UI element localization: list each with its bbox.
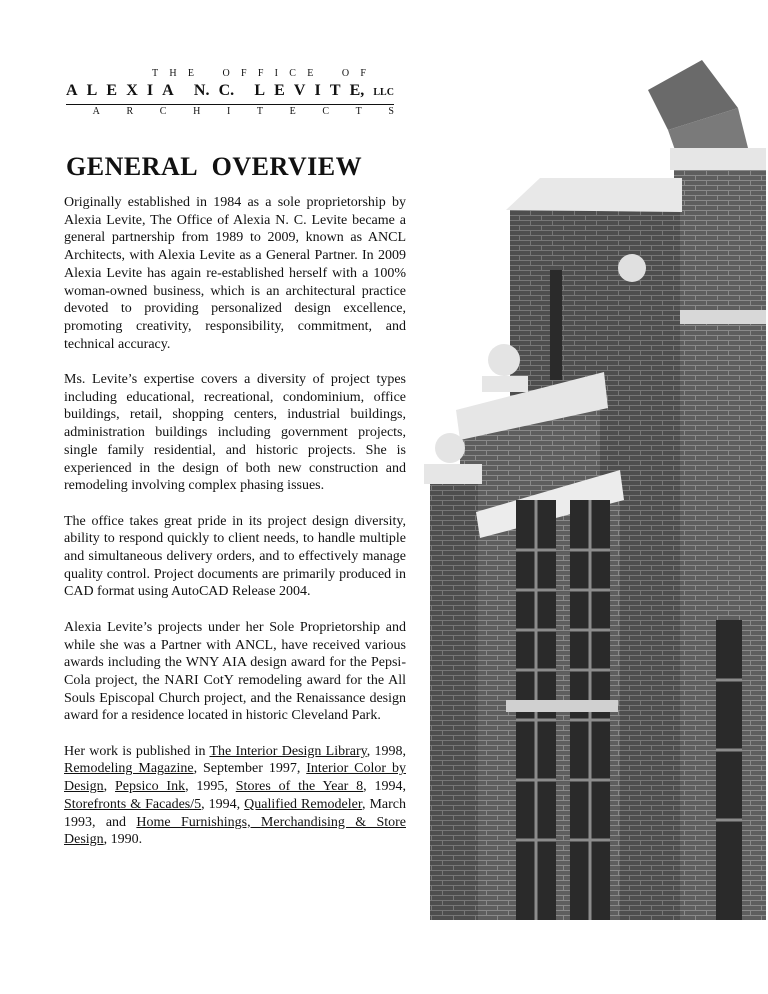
publication-title: Storefronts & Facades/5 bbox=[64, 796, 202, 812]
letter: N. bbox=[193, 82, 210, 99]
letter: T bbox=[256, 106, 264, 117]
publication-title: Interior Color by Design bbox=[64, 761, 407, 795]
stone-band bbox=[674, 310, 766, 324]
stone-cap bbox=[670, 148, 766, 170]
letter: I bbox=[226, 106, 231, 117]
letter: R bbox=[126, 106, 134, 117]
window bbox=[716, 620, 742, 920]
publication-title: The Interior Design Library bbox=[209, 743, 367, 759]
letter: O bbox=[222, 68, 230, 79]
letter: H bbox=[169, 68, 177, 79]
letter: A bbox=[66, 82, 78, 99]
letter: H bbox=[193, 106, 201, 117]
letter: F bbox=[360, 68, 366, 79]
stone-cap bbox=[424, 464, 482, 484]
ball-finial bbox=[435, 433, 465, 463]
brick-wall bbox=[430, 480, 478, 920]
firm-suffix: LLC bbox=[373, 87, 394, 98]
letter: I bbox=[146, 82, 154, 99]
letterhead-firm-name bbox=[66, 82, 394, 105]
body-text bbox=[64, 194, 406, 867]
letter: E bbox=[274, 82, 285, 99]
publication-title: Pepsico Ink bbox=[115, 779, 186, 795]
letter: E bbox=[187, 68, 194, 79]
paragraph-capabilities: The office takes great pride in its project design diversity, ability to respond quickly to client needs, to handle multiple and simultaneous delivery orders, and to effectively manage quality control. Project documents are primarily produced in CAD format using AutoCAD Release 2004. bbox=[64, 513, 406, 600]
window bbox=[550, 270, 562, 380]
letter: E bbox=[307, 68, 314, 79]
letter: I bbox=[274, 68, 279, 79]
letter: A bbox=[162, 82, 174, 99]
letter: C. bbox=[218, 82, 235, 99]
publication-title: Remodeling Magazine bbox=[64, 761, 194, 777]
paragraph-awards: Alexia Levite’s projects under her Sole Proprietorship and while she was a Partner with ANCL, have received various awards including the WNY AIA design award for the Pepsi-Cola project, the NARI CotY remodeling award for the All Souls Episcopal Church project, and the Renaissance design award for a residence located in historic Cleveland Park. bbox=[64, 619, 406, 724]
letter: O bbox=[341, 68, 350, 79]
letter: I bbox=[314, 82, 321, 99]
paragraph-history: Originally established in 1984 as a sole proprietorship by Alexia Levite, The Office of Alexia N. C. Levite became a general partnership from 1989 to 2009, known as ANCL Architects, with Alexia Levite as a General Partner. In 2009 Alexia Levite has again re-established herself with a 100% woman-owned business, which is an architectural practice devoted to providing personalized design excellence, promoting creativity, responsibility, commitment, and technical accuracy. bbox=[64, 195, 406, 352]
publication-title: Stores of the Year 8 bbox=[235, 779, 364, 795]
letter: C bbox=[322, 106, 330, 117]
letter: V bbox=[293, 82, 306, 99]
letter: E, bbox=[349, 82, 365, 99]
publication-title: Qualified Remodeler bbox=[244, 796, 362, 812]
paragraph-expertise: Ms. Levite’s expertise covers a diversity of project types including educational, recreational, condominium, office buildings, retail, shopping centers, industrial buildings, administration buildings including government projects, single family residential, and historic projects. She is experienced in the design of both new construction and remodeling involving complex phasing issues. bbox=[64, 372, 406, 494]
stone-band bbox=[506, 700, 618, 712]
letter: F bbox=[241, 68, 247, 79]
stone-cap bbox=[482, 376, 528, 392]
letter: T bbox=[152, 68, 159, 79]
letterhead-architects-line bbox=[66, 106, 394, 117]
letter: L bbox=[254, 82, 265, 99]
letter: T bbox=[329, 82, 341, 99]
letter: E bbox=[106, 82, 118, 99]
letter: A bbox=[92, 106, 100, 117]
stone-cap bbox=[506, 178, 682, 212]
letter: E bbox=[289, 106, 296, 117]
building-photo bbox=[420, 60, 766, 920]
letter: T bbox=[355, 106, 362, 117]
page-title: GENERAL OVERVIEW bbox=[66, 152, 363, 181]
letter: C bbox=[289, 68, 296, 79]
letter: L bbox=[86, 82, 98, 99]
letterhead-top-line bbox=[152, 68, 366, 79]
publication-title: Home Furnishings, Merchandising & Store Design bbox=[64, 814, 406, 848]
ball-finial bbox=[618, 254, 646, 282]
letter: X bbox=[126, 82, 138, 99]
letter: F bbox=[257, 68, 264, 79]
paragraph-publications: Her work is published in The Interior Design Library, 1998, Remodeling Magazine, September 1997, Interior Color by Design, Pepsico Ink, 1995, Stores of the Year 8, 1994, Storefronts & Facades/5, 1994, Qualified Remodeler, March 1993, and Home Furnishings, Merchandising & Store Design, 1990. bbox=[64, 743, 407, 848]
letter: S bbox=[388, 106, 394, 117]
letter: C bbox=[159, 106, 167, 117]
ball-finial bbox=[488, 344, 520, 376]
